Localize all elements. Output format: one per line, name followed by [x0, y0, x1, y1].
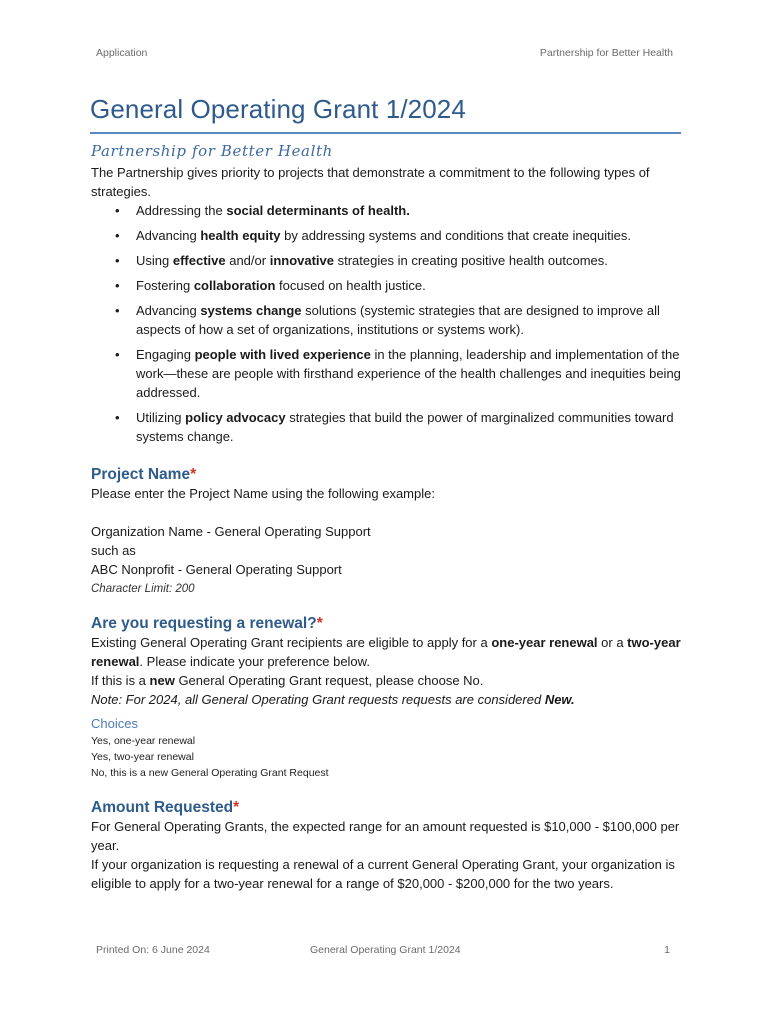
list-item: • Advancing health equity by addressing systems and conditions that create inequities. [115, 228, 631, 243]
project-name-section [91, 466, 686, 597]
amount-section [91, 799, 686, 893]
page-header [96, 47, 673, 59]
bullet-icon: • [115, 410, 120, 425]
list-item: • Advancing systems change solutions (systemic strategies that are designed to improve all aspects of how a set of organizations, institutions or systems work). [115, 303, 660, 337]
bullet-icon: • [115, 347, 120, 362]
amount-range-text: For General Operating Grants, the expected range for an amount requested is $10,000 - $100,000 per year. [91, 819, 680, 853]
header-right: Partnership for Better Health [539, 47, 673, 59]
amount-renewal-text: If your organization is requesting a renewal of a current General Operating Grant, your organization is eligible to apply for a two-year renewal for a range of $20,000 - $200,000 for the two years. [91, 857, 675, 891]
choice-option: No, this is a new General Operating Grant Request [91, 767, 329, 779]
bullet-icon: • [115, 253, 120, 268]
bullet-icon: • [115, 278, 120, 293]
amount-heading: Amount Requested* [91, 799, 240, 816]
list-item: • Utilizing policy advocacy strategies that build the power of marginalized communities toward systems change. [115, 410, 674, 444]
header-left: Application [96, 47, 148, 59]
footer-doc-title: General Operating Grant 1/2024 [310, 944, 461, 956]
renewal-section [91, 615, 686, 781]
choice-option: Yes, two-year renewal [91, 751, 194, 763]
character-limit: Character Limit: 200 [91, 583, 195, 595]
renewal-note: Note: For 2024, all General Operating Grant requests requests are considered New. [91, 692, 575, 707]
required-marker: * [190, 466, 197, 483]
renewal-heading: Are you requesting a renewal?* [91, 615, 323, 632]
example-line: Organization Name - General Operating Support [91, 524, 371, 539]
bullet-icon: • [115, 203, 120, 218]
project-name-instructions: Please enter the Project Name using the following example: [91, 486, 435, 501]
choices-heading: Choices [91, 716, 138, 731]
page-number: 1 [664, 944, 670, 956]
org-subtitle: Partnership for Better Health [91, 142, 333, 160]
intro-text: The Partnership gives priority to projects that demonstrate a commitment to the following types of strategies. [91, 165, 650, 199]
list-item: • Fostering collaboration focused on health justice. [115, 278, 426, 293]
required-marker: * [233, 799, 240, 816]
project-name-heading: Project Name* [91, 466, 197, 483]
bullet-icon: • [115, 303, 120, 318]
title-divider [90, 132, 681, 134]
renewal-description: Existing General Operating Grant recipients are eligible to apply for a one-year renewal or a two-year renewal. Please indicate your preference below. [91, 635, 681, 669]
list-item: • Using effective and/or innovative strategies in creating positive health outcomes. [115, 253, 608, 268]
list-item: • Addressing the social determinants of health. [115, 203, 410, 218]
required-marker: * [316, 615, 323, 632]
choice-option: Yes, one-year renewal [91, 735, 196, 747]
page-title: General Operating Grant 1/2024 [90, 94, 466, 124]
content [91, 142, 686, 893]
example-line: ABC Nonprofit - General Operating Support [91, 562, 342, 577]
list-item: • Engaging people with lived experience in the planning, leadership and implementation of the work—these are people with firsthand experience of the health challenges and inequities being addressed. [115, 347, 681, 400]
example-line: such as [91, 543, 136, 558]
printed-date: Printed On: 6 June 2024 [96, 944, 210, 956]
renewal-new-instructions: If this is a new General Operating Grant request, please choose No. [91, 673, 484, 688]
strategy-list [91, 201, 686, 446]
bullet-icon: • [115, 228, 120, 243]
